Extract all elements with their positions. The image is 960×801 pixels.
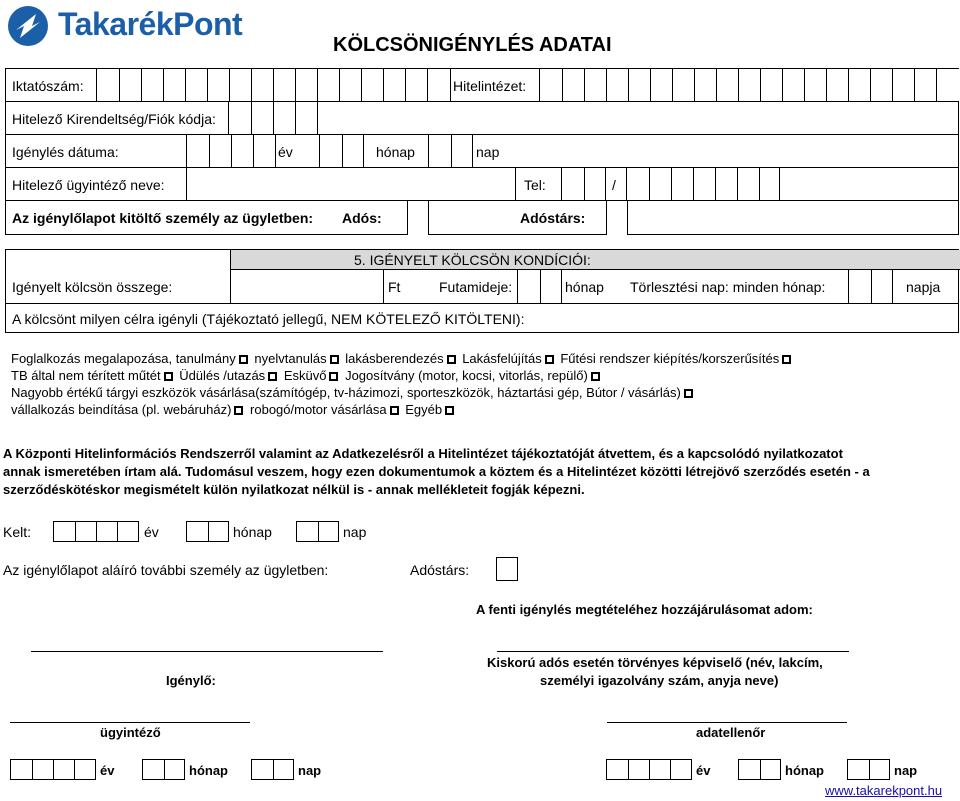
adatellenor-ev-label: év [696, 763, 711, 778]
purpose-lakasfelujitas-checkbox[interactable] [545, 355, 554, 364]
purpose-tanulmany-checkbox[interactable] [239, 355, 248, 364]
tel-slash: / [612, 177, 616, 193]
purpose-egyeb: Egyéb [405, 402, 443, 417]
section-5-header [230, 250, 960, 270]
hozzajarulas-label: A fenti igénylés megtételéhez hozzájárulásomat adom: [476, 602, 813, 617]
purposes-line-1 [11, 351, 794, 366]
kirendeltseg-field[interactable] [228, 102, 318, 134]
purposes-line-4 [11, 402, 457, 417]
kelt-honap-field[interactable] [186, 521, 229, 542]
tel-szam-field[interactable] [626, 168, 780, 200]
logo-icon [6, 4, 50, 48]
kiskoru-line-1: Kiskorú adós esetén törvényes képviselő (név, lakcím, [487, 655, 823, 670]
adostars-label: Adóstárs: [520, 210, 586, 226]
igenyles-datuma-label: Igénylés dátuma: [12, 144, 119, 160]
ugyintezo-ev-field[interactable] [10, 759, 96, 780]
futamido-label: Futamideje: [439, 279, 513, 295]
purpose-jogositvany: Jogosítvány (motor, kocsi, vitorlás, repülő) [345, 368, 588, 383]
adatellenor-honap-label: hónap [785, 763, 824, 778]
futamido-honap-label: hónap [565, 279, 604, 295]
purposes-line-2 [11, 368, 603, 383]
purpose-eskuvo-checkbox[interactable] [329, 372, 338, 381]
purpose-futesi-checkbox[interactable] [782, 355, 791, 364]
ugyintezo-nap-label: nap [298, 763, 322, 778]
purpose-robogo-checkbox[interactable] [390, 406, 399, 415]
napja-label: napja [906, 279, 941, 295]
igenylo-signature-line [31, 651, 383, 652]
purpose-eskuvo: Esküvő [283, 368, 327, 383]
datum-nap-field[interactable] [428, 135, 473, 167]
kelt-label: Kelt: [3, 524, 32, 540]
osszeg-field[interactable] [230, 270, 384, 303]
iktatoszam-field[interactable] [96, 69, 451, 101]
declaration-line-2: annak ismeretében írtam alá. Tudomásul veszem, hogy ezen dokumentumok a köztem és a Hitelintézet közötti létrejövő szerződés esetén - a [3, 464, 870, 479]
purposes-line-3 [11, 385, 696, 400]
logo-text-part2: Pont [173, 6, 243, 42]
datum-ev-field[interactable] [186, 135, 276, 167]
ugyintezo-neve-label: Hitelező ügyintéző neve: [12, 177, 165, 193]
purpose-lakasberendezes: lakásberendezés [345, 351, 444, 366]
declaration-line-1: A Központi Hitelinformációs Rendszerről valamint az Adatkezelésről a Hitelintézet tájékoztatóját átvettem, és a kapcsolódó nyilatkozatot [3, 446, 843, 461]
purpose-targyi-eszkoz: Nagyobb értékű tárgyi eszközök vásárlása(számítógép, tv-házimozi, sporteszközök, háztartási gép, Bútor / vásárlás) [11, 385, 681, 400]
ados-checkbox[interactable] [407, 201, 429, 235]
datum-ev-label: év [278, 144, 293, 160]
purpose-udules-checkbox[interactable] [268, 372, 277, 381]
ugyintezo-neve-field[interactable] [186, 168, 516, 200]
purpose-targyi-eszkoz-checkbox[interactable] [684, 389, 693, 398]
ugyintezo-label: ügyintéző [100, 725, 161, 740]
igenylo-label: Igénylő: [166, 673, 216, 688]
ugyintezo-signature-line [10, 722, 250, 723]
futamido-field[interactable] [517, 270, 562, 303]
logo [6, 4, 246, 48]
kirendeltseg-label: Hitelező Kirendeltség/Fiók kódja: [12, 111, 216, 127]
purpose-jogositvany-checkbox[interactable] [591, 372, 600, 381]
datum-nap-label: nap [476, 144, 500, 160]
purpose-robogo: robogó/motor vásárlása [250, 402, 387, 417]
osszeg-label: Igényelt kölcsön összege: [12, 279, 173, 295]
ados-label: Adós: [342, 210, 382, 226]
purpose-vallalkozas: vállalkozás beindítása (pl. webáruház) [11, 402, 232, 417]
iktatoszam-label: Iktatószám: [12, 78, 84, 94]
section-5 [5, 249, 959, 333]
purpose-nyelvtanulas-checkbox[interactable] [330, 355, 339, 364]
purpose-mutet-checkbox[interactable] [164, 372, 173, 381]
adostars-checkbox[interactable] [606, 201, 628, 235]
adatellenor-nap-label: nap [894, 763, 918, 778]
ugyintezo-ev-label: év [100, 763, 115, 778]
ugyintezo-nap-field[interactable] [251, 759, 294, 780]
tel-label: Tel: [524, 177, 546, 193]
purpose-udules: Üdülés /utazás [179, 368, 266, 383]
section-5-header-text: 5. IGÉNYELT KÖLCSÖN KONDÍCIÓI: [354, 252, 591, 268]
form-section-1 [5, 68, 959, 235]
datum-honap-label: hónap [376, 144, 415, 160]
purpose-vallalkozas-checkbox[interactable] [234, 406, 243, 415]
kitolto-label: Az igénylőlapot kitöltő személy az ügyletben: [12, 210, 314, 226]
kepviselo-signature-line [497, 651, 849, 652]
purpose-mutet: TB által nem térített műtét [11, 368, 161, 383]
purpose-egyeb-checkbox[interactable] [445, 406, 454, 415]
purpose-lakasberendezes-checkbox[interactable] [447, 355, 456, 364]
ugyintezo-honap-label: hónap [189, 763, 228, 778]
hitelintezet-field[interactable] [539, 69, 959, 101]
kelt-ev-label: év [144, 524, 159, 540]
cel-label: A kölcsönt milyen célra igényli (Tájékoztató jellegű, NEM KÖTELEZŐ KITÖLTENI): [12, 311, 525, 327]
adatellenor-nap-field[interactable] [847, 759, 890, 780]
ugyintezo-honap-field[interactable] [142, 759, 185, 780]
alairo-label: Az igénylőlapot aláíró további személy az ügyletben: [3, 562, 329, 578]
kelt-nap-field[interactable] [296, 521, 339, 542]
torleszto-nap-field[interactable] [848, 270, 893, 303]
ft-label: Ft [388, 279, 401, 295]
footer-url-link[interactable]: www.takarekpont.hu [825, 783, 943, 798]
declaration-line-3: szerződéskötéskor megismételt külön nyilatkozat nélkül is - annak mellékleteit fogják képezni. [3, 482, 585, 497]
kelt-nap-label: nap [343, 524, 367, 540]
adatellenor-honap-field[interactable] [738, 759, 781, 780]
torleszto-label: Törlesztési nap: minden hónap: [630, 279, 826, 295]
purpose-lakasfelujitas: Lakásfelújítás [462, 351, 542, 366]
alairo-adostars-label: Adóstárs: [410, 562, 470, 578]
adatellenor-label: adatellenőr [696, 725, 766, 740]
logo-text [58, 6, 242, 43]
adatellenor-ev-field[interactable] [606, 759, 692, 780]
page-title: KÖLCSÖNIGÉNYLÉS ADATAI [333, 34, 612, 56]
purpose-tanulmany: Foglalkozás megalapozása, tanulmány [11, 351, 236, 366]
purpose-futesi: Fűtési rendszer kiépítés/korszerűsítés [560, 351, 780, 366]
kelt-honap-label: hónap [233, 524, 272, 540]
logo-text-part1: Takarék [58, 6, 174, 42]
tel-korzet-field[interactable] [561, 168, 606, 200]
kelt-ev-field[interactable] [53, 521, 139, 542]
alairo-adostars-checkbox[interactable] [496, 557, 518, 581]
hitelintezet-label: Hitelintézet: [453, 78, 527, 94]
datum-honap-field[interactable] [319, 135, 364, 167]
kiskoru-line-2: személyi igazolvány szám, anyja neve) [540, 673, 779, 688]
adatellenor-signature-line [607, 722, 847, 723]
purpose-nyelvtanulas: nyelvtanulás [254, 351, 327, 366]
